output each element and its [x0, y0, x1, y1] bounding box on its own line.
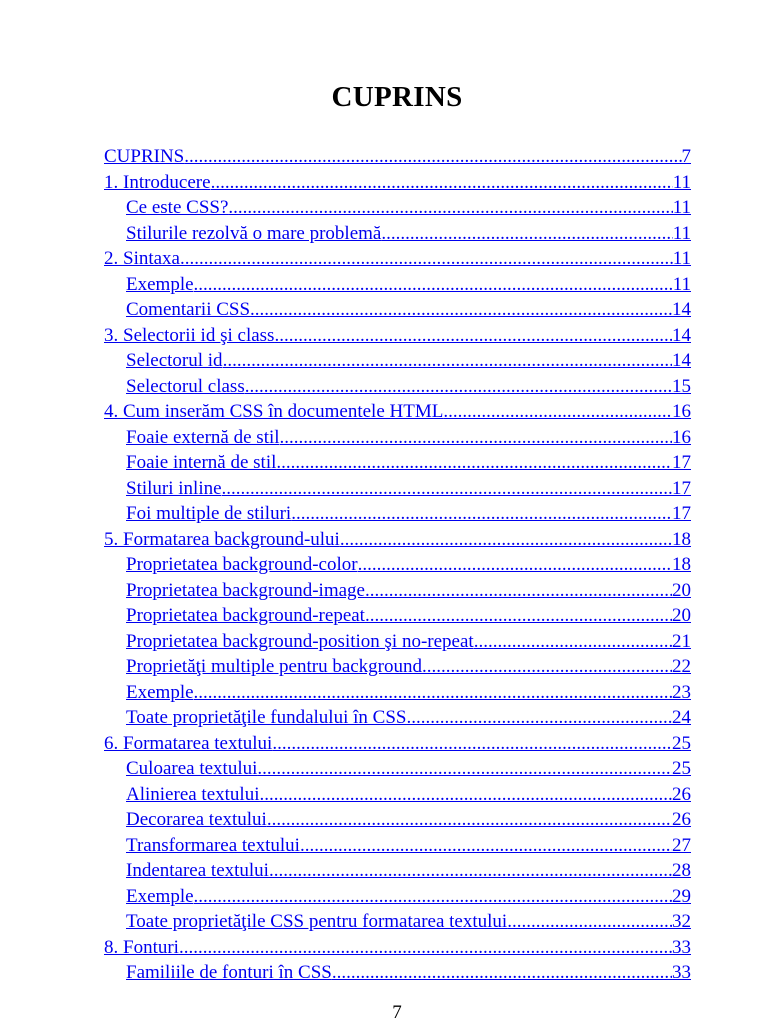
toc-dot-leader — [179, 935, 672, 961]
toc-entry-title[interactable]: Proprietatea background-color — [126, 554, 358, 575]
toc-entry-page[interactable]: 20 — [672, 605, 691, 626]
toc-entry-title[interactable]: Exemple — [126, 885, 194, 907]
toc-dot-leader — [194, 680, 672, 706]
toc-entry-title[interactable]: Culoarea textului — [126, 758, 258, 779]
toc-entry-page[interactable]: 7 — [681, 146, 691, 167]
toc-entry-page[interactable]: 24 — [672, 707, 691, 728]
toc-entry[interactable] — [104, 323, 691, 349]
toc-dot-leader — [358, 552, 672, 578]
toc-entry[interactable] — [104, 297, 691, 323]
toc-dot-leader — [291, 501, 672, 527]
toc-entry-title[interactable]: Stiluri inline — [126, 477, 222, 499]
toc-dot-leader — [507, 909, 672, 935]
toc-entry[interactable] — [104, 144, 691, 170]
toc-dot-leader — [223, 348, 672, 374]
toc-entry[interactable] — [104, 425, 691, 451]
toc-dot-leader — [381, 221, 672, 247]
toc-entry-page[interactable]: 17 — [672, 503, 691, 524]
toc-dot-leader — [180, 246, 673, 272]
toc-entry[interactable] — [104, 909, 691, 935]
toc-entry[interactable] — [104, 374, 691, 400]
toc-entry[interactable] — [104, 246, 691, 272]
toc-entry-page[interactable]: 17 — [672, 477, 691, 499]
toc-entry[interactable] — [104, 756, 691, 782]
toc-entry[interactable] — [104, 552, 691, 578]
toc-entry[interactable] — [104, 884, 691, 910]
page-title: CUPRINS — [331, 81, 463, 113]
toc-entry[interactable] — [104, 476, 691, 502]
toc-entry-page[interactable]: 15 — [672, 375, 691, 397]
toc-entry-page[interactable]: 18 — [672, 554, 691, 575]
toc-dot-leader — [474, 629, 672, 655]
toc-entry[interactable] — [104, 680, 691, 706]
toc-entry-title[interactable]: Familiile de fonturi în CSS — [126, 962, 332, 983]
toc-entry-title[interactable]: CUPRINS — [104, 146, 185, 167]
toc-dot-leader — [194, 272, 673, 298]
toc-dot-leader — [340, 527, 672, 553]
toc-entry-title[interactable]: Exemple — [126, 273, 194, 295]
toc-entry-page[interactable]: 33 — [672, 936, 691, 958]
toc-entry[interactable] — [104, 960, 691, 986]
toc-dot-leader — [272, 731, 672, 757]
toc-entry-page[interactable]: 14 — [672, 324, 691, 346]
toc-entry-title[interactable]: Exemple — [126, 681, 194, 703]
page-number: 7 — [392, 1002, 402, 1023]
toc-entry-page[interactable]: 16 — [672, 401, 691, 422]
toc-dot-leader — [259, 782, 672, 808]
toc-entry-title[interactable]: 4. Cum inserăm CSS în documentele HTML — [104, 401, 444, 422]
toc-entry-page[interactable]: 21 — [672, 630, 691, 652]
toc-entry-page[interactable]: 29 — [672, 885, 691, 907]
toc-entry-title[interactable]: Toate proprietăţile fundalului în CSS — [126, 707, 407, 728]
toc-entry[interactable] — [104, 654, 691, 680]
toc-entry-page[interactable]: 14 — [672, 299, 691, 320]
toc-dot-leader — [211, 170, 673, 196]
toc-entry-title[interactable]: 8. Fonturi — [104, 936, 179, 958]
toc-entry-title[interactable]: Alinierea textului — [126, 783, 260, 805]
toc-entry-title[interactable]: Stilurile rezolvă o mare problemă — [126, 222, 382, 244]
toc-dot-leader — [269, 858, 672, 884]
toc-entry-title[interactable]: Foi multiple de stiluri — [126, 503, 292, 524]
toc-entry[interactable] — [104, 705, 691, 731]
toc-entry-title[interactable]: 6. Formatarea textului — [104, 732, 273, 754]
toc-entry-title[interactable]: Selectorul class — [126, 375, 245, 397]
toc-entry-page[interactable]: 18 — [672, 528, 691, 550]
toc-entry-title[interactable]: 5. Formatarea background-ului — [104, 528, 340, 550]
toc-entry-page[interactable]: 14 — [672, 350, 691, 371]
toc-entry-page[interactable]: 20 — [672, 579, 691, 601]
toc-dot-leader — [257, 756, 672, 782]
toc-entry-title[interactable]: Comentarii CSS — [126, 299, 251, 320]
toc-dot-leader — [406, 705, 672, 731]
toc-dot-leader — [300, 833, 672, 859]
toc-entry-title[interactable]: Ce este CSS? — [126, 197, 229, 218]
toc-entry[interactable] — [104, 833, 691, 859]
toc-entry-page[interactable]: 25 — [672, 758, 691, 779]
toc-entry-title[interactable]: Toate proprietăţile CSS pentru formatarea textului — [126, 911, 508, 932]
toc-entry[interactable] — [104, 858, 691, 884]
toc-entry[interactable] — [104, 221, 691, 247]
toc-entry[interactable] — [104, 348, 691, 374]
toc-entry-title[interactable]: Selectorul id — [126, 350, 223, 371]
table-of-contents — [104, 144, 691, 986]
toc-entry-page[interactable]: 25 — [672, 732, 691, 754]
toc-entry-page[interactable]: 28 — [672, 860, 691, 881]
toc-entry-page[interactable]: 16 — [672, 426, 691, 448]
toc-entry[interactable] — [104, 629, 691, 655]
toc-entry-page[interactable]: 17 — [672, 452, 691, 473]
toc-dot-leader — [280, 425, 672, 451]
toc-dot-leader — [194, 884, 672, 910]
toc-entry-title[interactable]: Proprietăţi multiple pentru background — [126, 656, 423, 677]
toc-entry[interactable] — [104, 170, 691, 196]
toc-entry[interactable] — [104, 195, 691, 221]
toc-entry-title[interactable]: Proprietatea background-repeat — [126, 605, 365, 626]
toc-entry-title[interactable]: 2. Sintaxa — [104, 248, 180, 269]
toc-entry-page[interactable]: 23 — [672, 681, 691, 703]
toc-dot-leader — [365, 603, 672, 629]
toc-dot-leader — [245, 374, 672, 400]
toc-dot-leader — [443, 399, 672, 425]
toc-entry-title[interactable]: Transformarea textului — [126, 834, 300, 856]
toc-entry[interactable] — [104, 603, 691, 629]
toc-entry-page[interactable]: 11 — [672, 171, 691, 193]
toc-entry-page[interactable]: 11 — [672, 273, 691, 295]
toc-entry-title[interactable]: 3. Selectorii id şi class — [104, 324, 275, 346]
toc-entry-title[interactable]: Decorarea textului — [126, 809, 267, 830]
toc-entry[interactable] — [104, 272, 691, 298]
toc-dot-leader — [332, 960, 672, 986]
toc-entry[interactable] — [104, 578, 691, 604]
toc-dot-leader — [184, 144, 681, 170]
toc-entry-page[interactable]: 33 — [672, 962, 691, 983]
toc-entry-page[interactable]: 26 — [672, 809, 691, 830]
toc-entry[interactable] — [104, 935, 691, 961]
toc-entry-page[interactable]: 11 — [672, 222, 691, 244]
toc-entry[interactable] — [104, 807, 691, 833]
toc-entry[interactable] — [104, 399, 691, 425]
toc-entry[interactable] — [104, 782, 691, 808]
toc-dot-leader — [274, 323, 672, 349]
toc-entry-page[interactable]: 26 — [672, 783, 691, 805]
toc-dot-leader — [228, 195, 672, 221]
toc-dot-leader — [267, 807, 672, 833]
toc-entry[interactable] — [104, 527, 691, 553]
toc-entry-page[interactable]: 11 — [672, 197, 691, 218]
toc-entry-title[interactable]: Foaie internă de stil — [126, 452, 277, 473]
toc-entry-page[interactable]: 27 — [672, 834, 691, 856]
toc-entry-title[interactable]: Indentarea textului — [126, 860, 269, 881]
toc-dot-leader — [250, 297, 672, 323]
toc-entry[interactable] — [104, 501, 691, 527]
toc-entry-title[interactable]: 1. Introducere — [104, 171, 211, 193]
toc-entry-page[interactable]: 11 — [672, 248, 691, 269]
toc-entry-page[interactable]: 22 — [672, 656, 691, 677]
toc-entry-title[interactable]: Proprietatea background-position şi no-repeat — [126, 630, 474, 652]
toc-entry[interactable] — [104, 731, 691, 757]
toc-entry[interactable] — [104, 450, 691, 476]
toc-entry-page[interactable]: 32 — [672, 911, 691, 932]
toc-dot-leader — [222, 476, 672, 502]
toc-entry-title[interactable]: Proprietatea background-image — [126, 579, 365, 601]
toc-dot-leader — [276, 450, 672, 476]
toc-dot-leader — [365, 578, 672, 604]
toc-dot-leader — [422, 654, 672, 680]
toc-entry-title[interactable]: Foaie externă de stil — [126, 426, 280, 448]
